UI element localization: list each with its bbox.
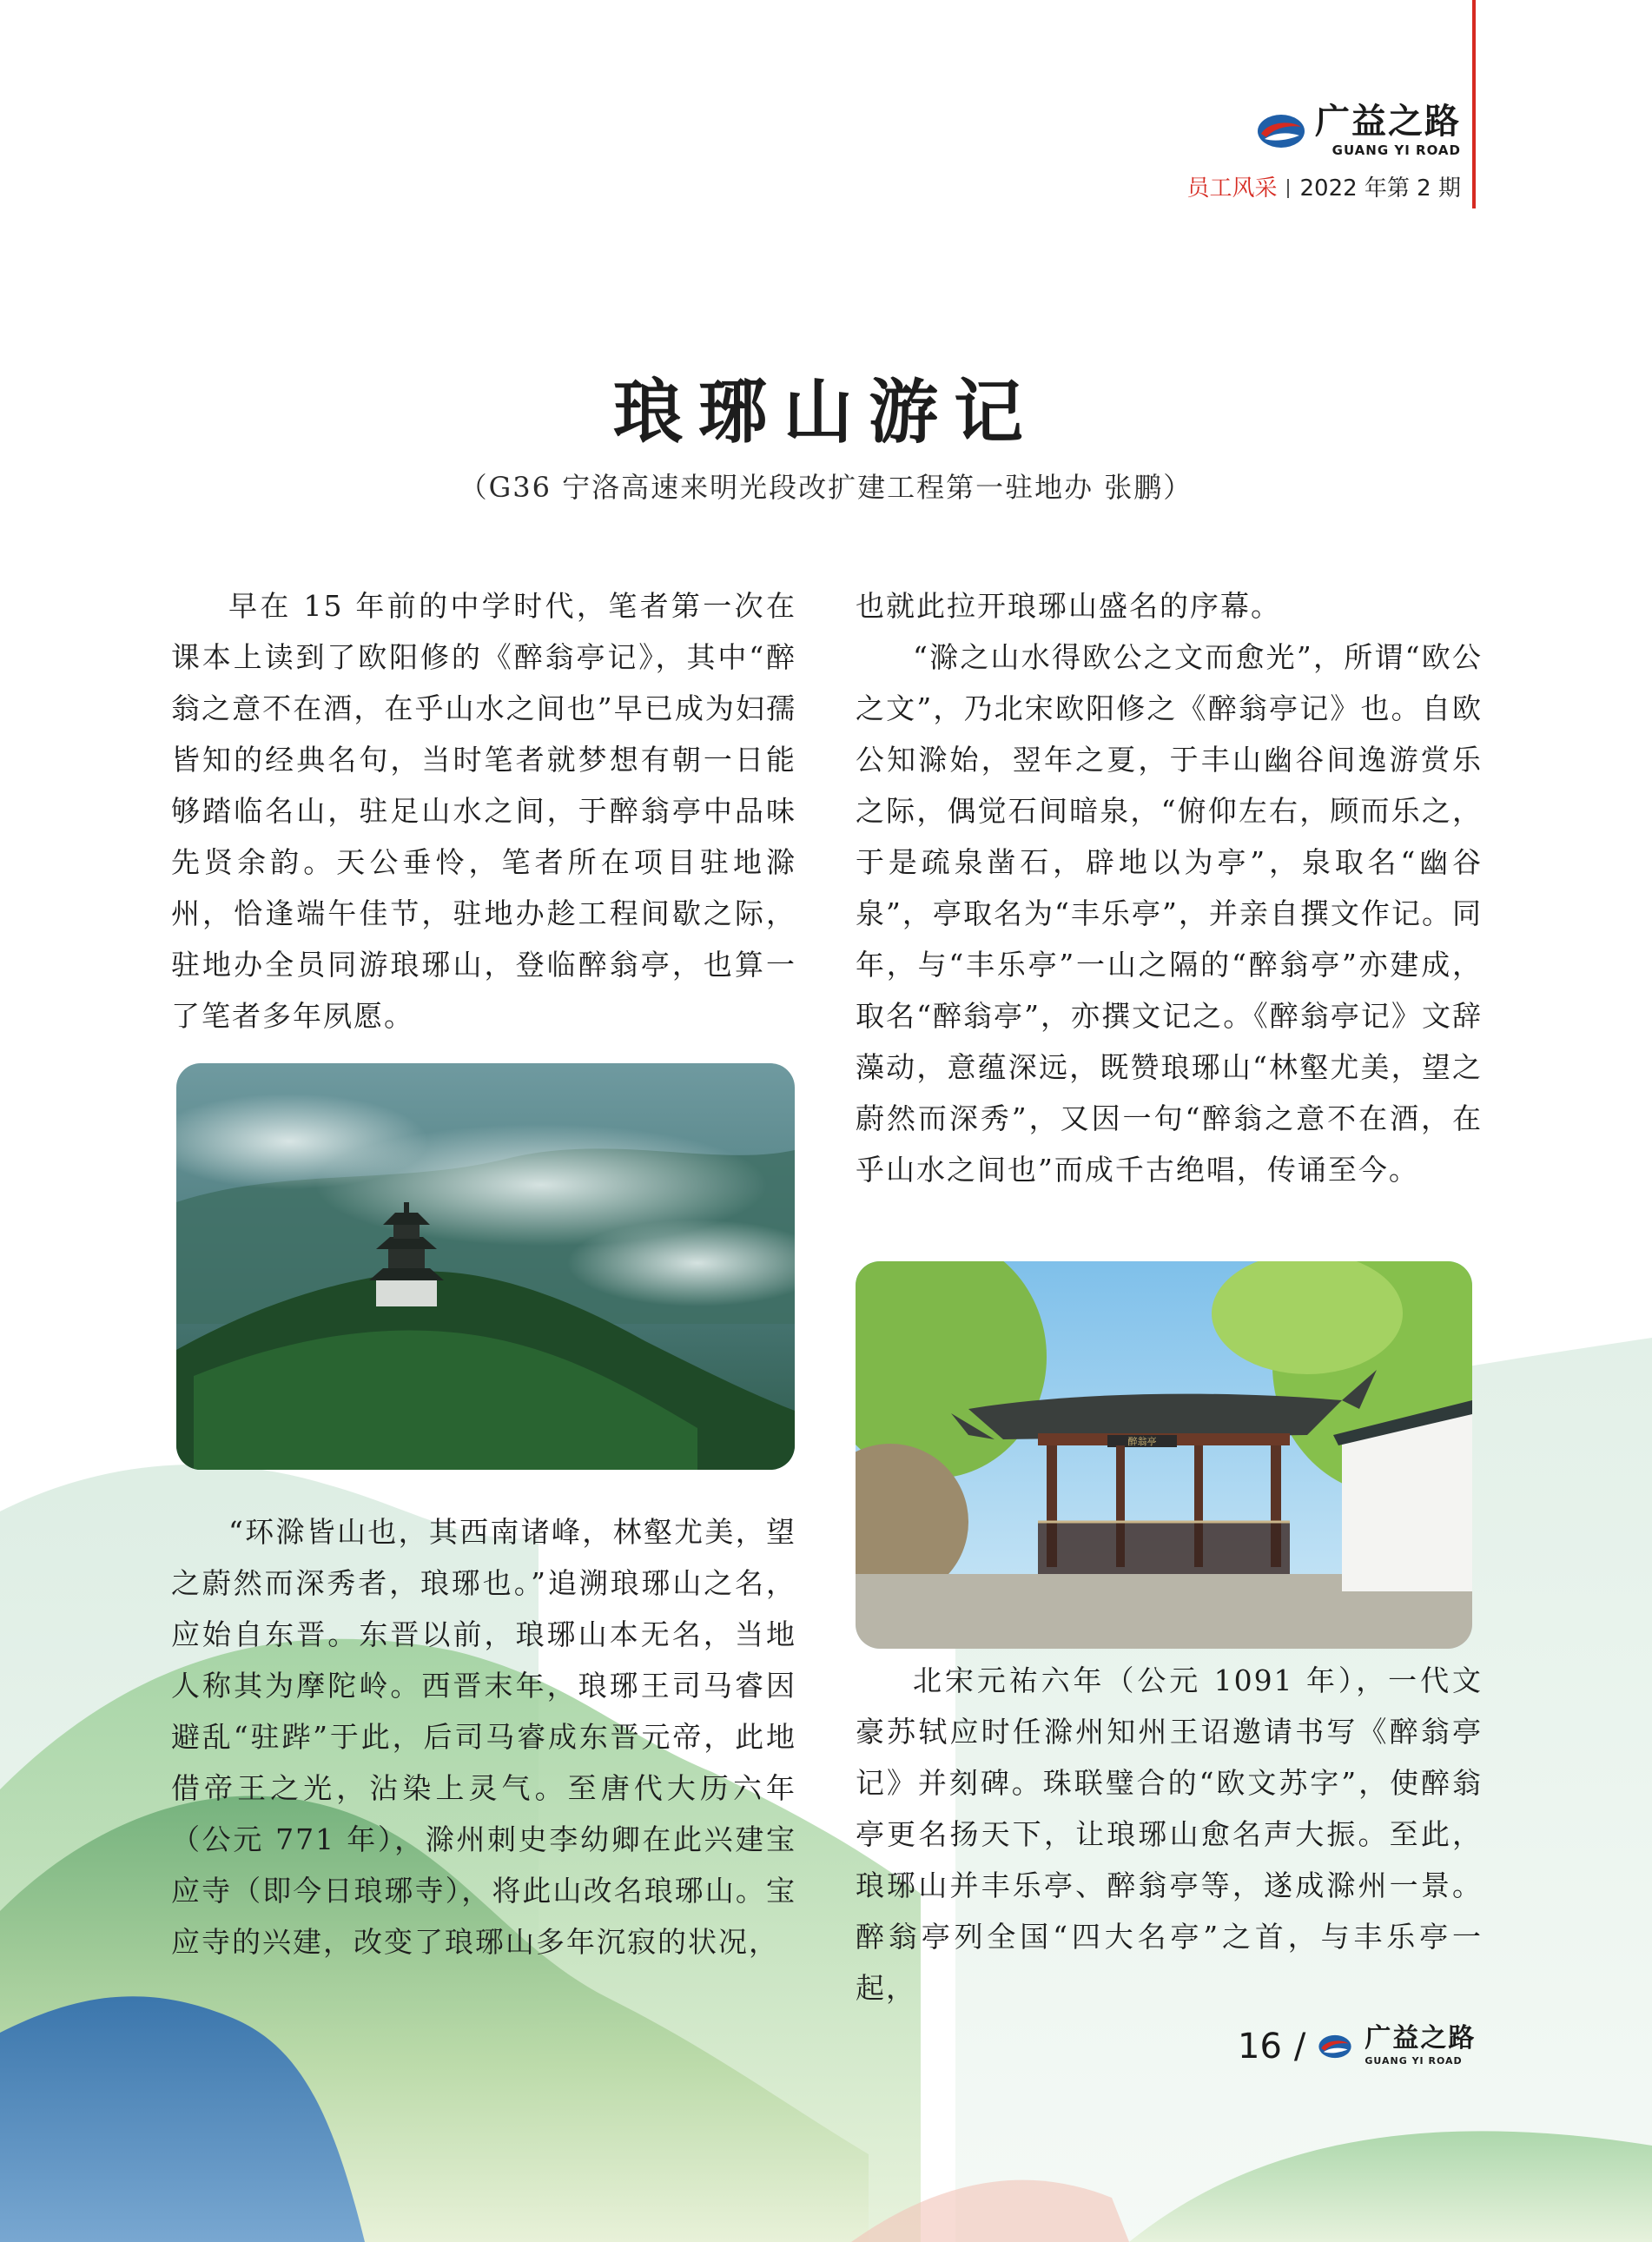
issue-label: 2022 年第 2 期	[1299, 175, 1461, 202]
paragraph: “环滁皆山也，其西南诸峰，林壑尤美，望之蔚然而深秀者，琅琊也。”追溯琅琊山之名，应始自东晋。东晋以前，琅琊山本无名，当地人称其为摩陀岭。西晋末年，琅琊王司马睿因避乱“驻跸”于此，后司马睿成东晋元帝，此地借帝王之光，沾染上灵气。至唐代大历六年（公元 771 年），滁州刺史李幼卿在此兴建宝应寺（即今日琅琊寺），将此山改名琅琊山。宝应寺的兴建，改变了琅琊山多年沉寂的状况，	[171, 1515, 796, 1959]
guangyi-swirl-logo-icon	[1256, 113, 1306, 149]
pavilion-plaque: 醉翁亭	[1127, 1436, 1157, 1447]
section-divider	[1287, 179, 1289, 198]
header-logo	[1186, 104, 1461, 158]
article-byline: （G36 宁洛高速来明光段改扩建工程第一驻地办 张鹏）	[459, 471, 1193, 504]
page-footer	[1238, 2023, 1477, 2067]
right-column-top	[856, 580, 1483, 1195]
footer-logo-title: 广益之路	[1365, 2023, 1477, 2054]
paragraph: “滁之山水得欧公之文而愈光”，所谓“欧公之文”，乃北宋欧阳修之《醉翁亭记》也。自欧公知滁始，翌年之夏，于丰山幽谷间逸游赏乐之际，偶觉石间暗泉，“俯仰左右，顾而乐之，于是疏泉凿石，辟地以为亭”，泉取名“幽谷泉”，亭取名为“丰乐亭”，并亲自撰文作记。同年，与“丰乐亭”一山之隔的“醉翁亭”亦建成，取名“醉翁亭”，亦撰文记之。《醉翁亭记》文辞藻动，意蕴深远，既赞琅琊山“林壑尤美，望之蔚然而深秀”，又因一句“醉翁之意不在酒，在乎山水之间也”而成千古绝唱，传诵至今。	[856, 640, 1483, 1187]
page-slash: /	[1293, 2026, 1306, 2067]
paragraph-continuation: 也就此拉开琅琊山盛名的序幕。	[856, 589, 1281, 623]
right-column-bottom	[856, 1655, 1483, 2014]
section-label: 员工风采	[1186, 175, 1278, 202]
logo-subtitle: GUANG YI ROAD	[1332, 142, 1461, 158]
header-red-rule	[1472, 0, 1476, 208]
paragraph: 北宋元祐六年（公元 1091 年），一代文豪苏轼应时任滁州知州王诏邀请书写《醉翁亭记》并刻碑。珠联璧合的“欧文苏字”，使醉翁亭更名扬天下，让琅琊山愈名声大振。至此，琅琊山并丰乐亭、醉翁亭等，遂成滁州一景。醉翁亭列全国“四大名亭”之首，与丰乐亭一起，	[856, 1663, 1483, 2005]
left-column-top	[171, 580, 796, 1042]
photo-misty-pavilion-mountain	[176, 1063, 795, 1470]
article-title: 琅琊山游记	[613, 371, 1039, 453]
page-header	[1186, 104, 1461, 202]
issue-line	[1186, 170, 1461, 202]
page-number: 16	[1238, 2026, 1282, 2067]
footer-logo-subtitle: GUANG YI ROAD	[1365, 2055, 1463, 2067]
photo-zuiweng-pavilion	[856, 1261, 1472, 1649]
guangyi-swirl-logo-icon	[1318, 2034, 1352, 2060]
left-column-bottom	[171, 1506, 796, 1968]
logo-title: 广益之路	[1315, 102, 1461, 142]
paragraph: 早在 15 年前的中学时代，笔者第一次在课本上读到了欧阳修的《醉翁亭记》，其中“醉翁之意不在酒，在乎山水之间也”早已成为妇孺皆知的经典名句，当时笔者就梦想有朝一日能够踏临名山，驻足山水之间，于醉翁亭中品味先贤余韵。天公垂怜，笔者所在项目驻地滁州，恰逢端午佳节，驻地办趁工程间歇之际，驻地办全员同游琅琊山，登临醉翁亭，也算一了笔者多年夙愿。	[171, 589, 796, 1033]
